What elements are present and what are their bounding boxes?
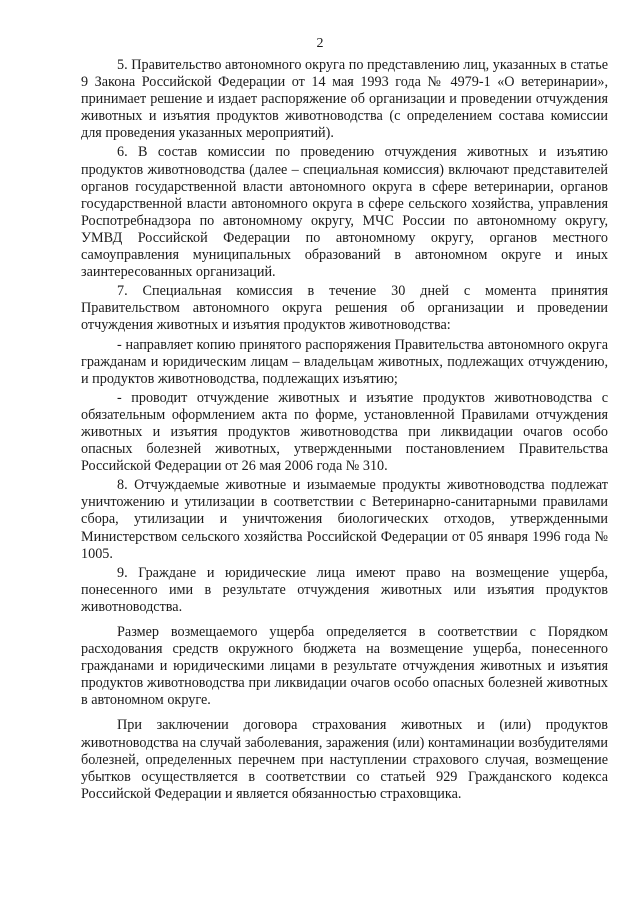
paragraph-8: 8. Отчуждаемые животные и изымаемые продукты животноводства подлежат уничтожению и утилизации в соответствии с Ветеринарно-санитарными правилами сбора, утилизации и уничтожения биологических отходов, утвержденными Министерством сельского хозяйства Российской Федерации от 05 января 1996 года № 1005. (81, 477, 608, 562)
paragraph-7-item-2: - проводит отчуждение животных и изъятие продуктов животноводства с обязательным оформлением акта по форме, установленной Правилами отчуждения животных и изъятия продуктов животноводства при ликвидации очагов особо опасных болезней животных, утвержденными постановлением Правительства Российской Федерации от 26 мая 2006 года № 310. (81, 389, 608, 475)
paragraph-6: 6. В состав комиссии по проведению отчуждения животных и изъятию продуктов животноводства (далее – специальная комиссия) включают представителей органов государственной власти автономного округа в сфере ветеринарии, органов государственной власти автономного округа в сфере сельского хозяйства, управления Роспотребнадзора по автономному округу, МЧС России по автономному округу, УМВД Российской Федерации по автономному округу, органов местного самоуправления муниципальных образований в автономном округе и иных заинтересованных организаций. (81, 144, 608, 281)
paragraph-9: 9. Граждане и юридические лица имеют право на возмещение ущерба, понесенного ими в результате отчуждения животных или изъятия продуктов животноводства. (81, 564, 608, 615)
document-body (81, 57, 608, 805)
paragraph-7-item-1: - направляет копию принятого распоряжения Правительства автономного округа гражданам и юридическим лицам – владельцам животных, подлежащих отчуждению, и продуктов животноводства, подлежащих изъятию; (81, 336, 608, 387)
paragraph-7: 7. Специальная комиссия в течение 30 дней с момента принятия Правительством автономного округа решения об организации и проведении отчуждения животных и изъятия продуктов животноводства: (81, 283, 608, 334)
page-number: 2 (316, 36, 324, 51)
paragraph-5: 5. Правительство автономного округа по представлению лиц, указанных в статье 9 Закона Российской Федерации от 14 мая 1993 года № 4979-1 «О ветеринарии», принимает решение и издает распоряжение об организации и проведении отчуждения животных и изъятия продуктов животноводства (с определением состава комиссии для проведения указанных мероприятий). (81, 57, 608, 142)
paragraph-damage-amount: Размер возмещаемого ущерба определяется в соответствии с Порядком расходования средств окружного бюджета на возмещение ущерба, понесенного гражданами и юридическими лицами в результате отчуждения животных и изъятия продуктов животноводства при ликвидации очагов особо опасных болезней животных в автономном округе. (81, 624, 608, 709)
paragraph-insurance: При заключении договора страхования животных и (или) продуктов животноводства на случай заболевания, заражения (или) контаминации возбудителями болезней, определенных перечнем при наступлении страхового случая, возмещение убытков осуществляется в соответствии со статьей 929 Гражданского кодекса Российской Федерации и является обязанностью страховщика. (81, 717, 608, 802)
